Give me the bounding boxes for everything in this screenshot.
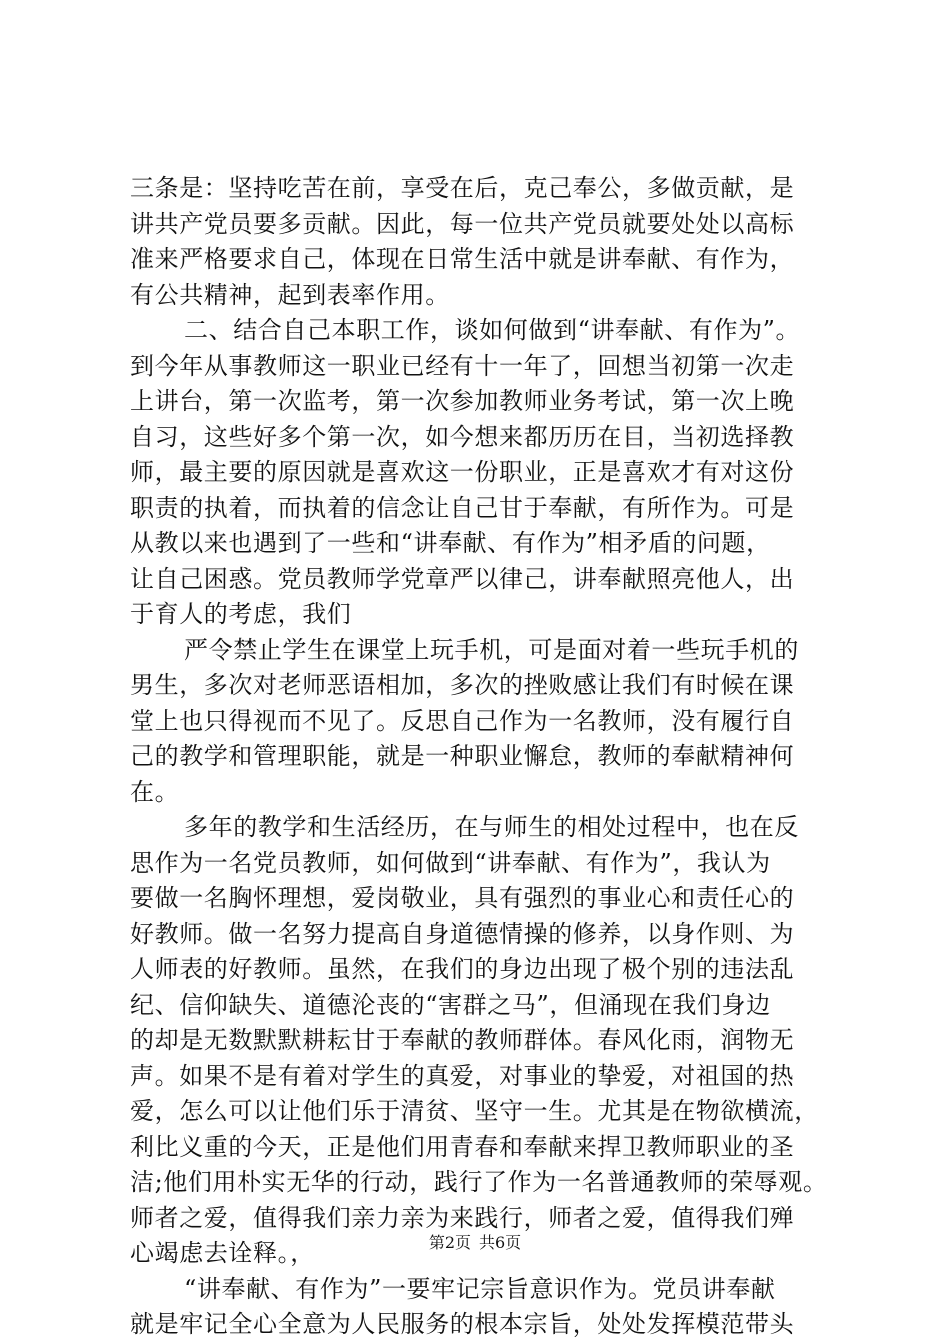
- text-line: 好教师。做一名努力提高自身道德情操的修养，以身作则、为: [130, 919, 795, 948]
- text-line: 要做一名胸怀理想，爱岗敬业，具有强烈的事业心和责任心的: [130, 884, 795, 912]
- paragraph-first-line: 二、结合自己本职工作，谈如何做到“讲奉献、有作为”。: [184, 316, 801, 344]
- text-line: 人师表的好教师。虽然，在我们的身边出现了极个别的违法乱: [130, 955, 795, 983]
- text-line: 讲共产党员要多贡献。因此，每一位共产党员就要处处以高标: [130, 209, 795, 238]
- text-line: 纪、信仰缺失、道德沦丧的“害群之马”，但涌现在我们身边: [130, 990, 771, 1019]
- text-line: 堂上也只得视而不见了。反思自己作为一名教师，没有履行自: [130, 706, 795, 735]
- text-line: 声。如果不是有着对学生的真爱，对事业的挚爱，对祖国的热: [130, 1061, 795, 1090]
- page-footer: [0, 1233, 950, 1253]
- text-line: 准来严格要求自己，体现在日常生活中就是讲奉献、有作为，: [130, 245, 795, 273]
- text-line: 让自己困惑。党员教师学党章严以律己，讲奉献照亮他人，出: [130, 564, 795, 593]
- text-line: 心竭虑去诠释。，: [130, 1239, 315, 1267]
- text-line: 职责的执着，而执着的信念让自己甘于奉献，有所作为。可是: [130, 493, 795, 522]
- text-line: 就是牢记全心全意为人民服务的根本宗旨，处处发挥模范带头: [130, 1310, 795, 1338]
- text-line: 洁;他们用朴实无华的行动，践行了作为一名普通教师的荣辱观。: [130, 1168, 828, 1196]
- text-line: 师，最主要的原因就是喜欢这一份职业，正是喜欢才有对这份: [130, 458, 795, 486]
- text-line: 爱，怎么可以让他们乐于清贫、坚守一生。尤其是在物欲横流，: [130, 1097, 819, 1125]
- text-line: 己的教学和管理职能，就是一种职业懈怠，教师的奉献精神何: [130, 742, 795, 770]
- text-line: 于育人的考虑，我们: [130, 600, 352, 628]
- text-line: 的却是无数默默耕耘甘于奉献的教师群体。春风化雨，润物无: [130, 1026, 795, 1054]
- document-body: [130, 171, 850, 1343]
- text-line: 男生，多次对老师恶语相加，多次的挫败感让我们有时候在课: [130, 671, 795, 699]
- text-line: 上讲台，第一次监考，第一次参加教师业务考试，第一次上晚: [130, 387, 795, 415]
- text-line: 有公共精神，起到表率作用。: [130, 280, 450, 309]
- paragraph-first-line: 多年的教学和生活经历，在与师生的相处过程中，也在反: [184, 813, 799, 841]
- text-line: 自习，这些好多个第一次，如今想来都历历在目，当初选择教: [130, 422, 795, 451]
- text-line: 三条是：坚持吃苦在前，享受在后，克己奉公，多做贡献，是: [130, 174, 795, 202]
- text-line: 思作为一名党员教师，如何做到“讲奉献、有作为”，我认为: [130, 848, 771, 877]
- text-line: 到今年从事教师这一职业已经有十一年了，回想当初第一次走: [130, 351, 795, 380]
- paragraph-first-line: 严令禁止学生在课堂上玩手机，可是面对着一些玩手机的: [184, 635, 799, 664]
- text-line: 在。: [130, 777, 180, 806]
- paragraph-first-line: “讲奉献、有作为”一要牢记宗旨意识作为。党员讲奉献: [184, 1274, 776, 1303]
- page-number: 第2页: [428, 1233, 471, 1252]
- text-line: 利比义重的今天，正是他们用青春和奉献来捍卫教师职业的圣: [130, 1132, 795, 1161]
- text-line: 师者之爱，值得我们亲力亲为来践行，师者之爱，值得我们殚: [130, 1203, 795, 1232]
- text-line: 从教以来也遇到了一些和“讲奉献、有作为”相矛盾的问题，: [130, 529, 771, 557]
- page-total: 共6页: [479, 1233, 522, 1252]
